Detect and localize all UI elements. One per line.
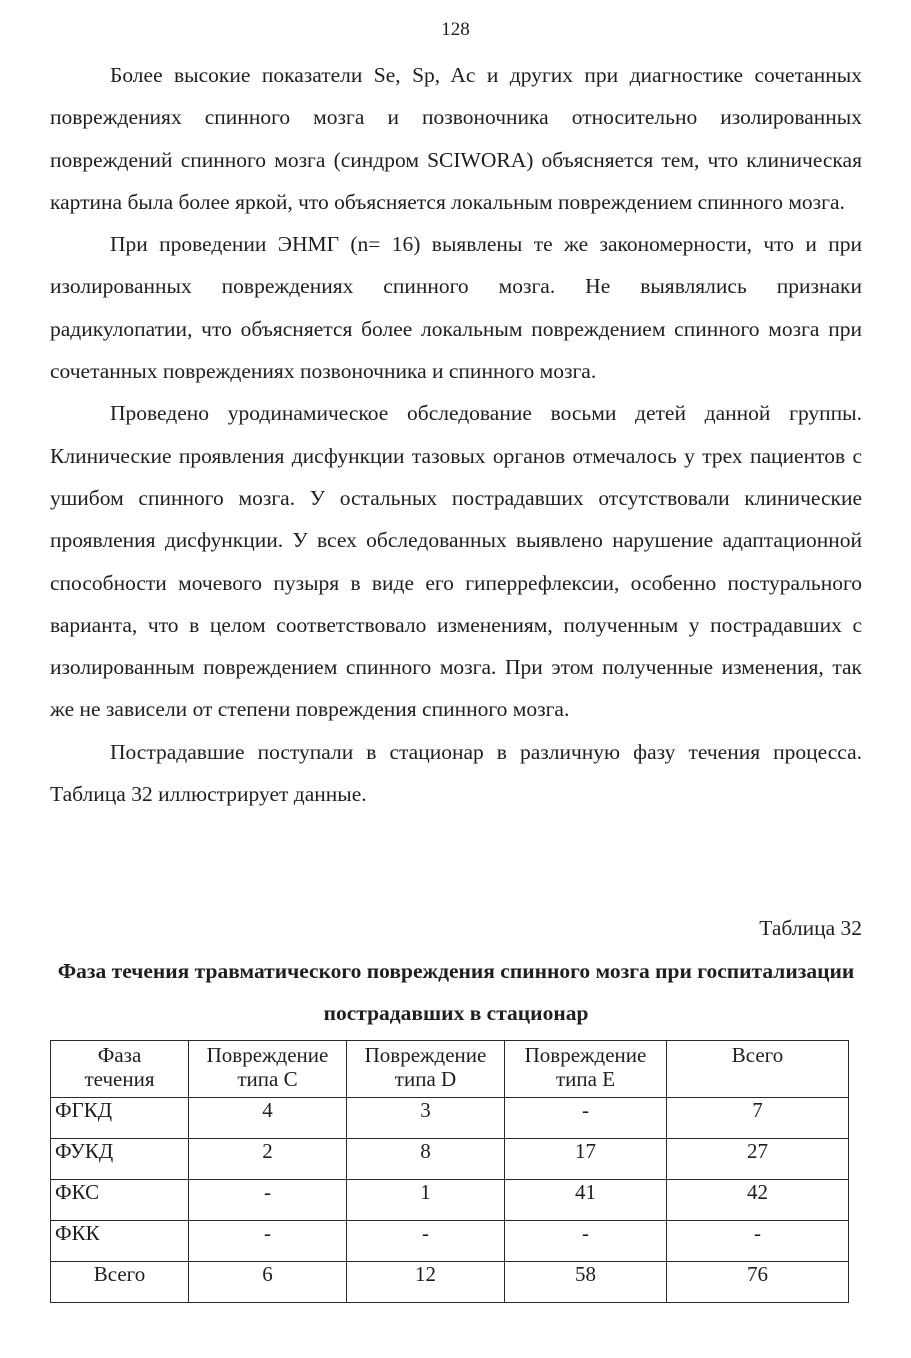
header-type-d <box>347 1041 505 1098</box>
table-title: Фаза течения травматического повреждения спинного мозга при госпитализации пострадавших в стационар <box>57 959 855 1025</box>
header-line: Фаза <box>97 1043 142 1067</box>
table-cell: 76 <box>667 1262 849 1303</box>
header-line: Всего <box>731 1043 784 1067</box>
table-row <box>51 1098 849 1139</box>
page-number: 128 <box>441 19 470 40</box>
table-cell: - <box>667 1221 849 1262</box>
table-cell: 17 <box>505 1139 667 1180</box>
paragraph: Пострадавшие поступали в стационар в различную фазу течения процесса. Таблица 32 иллюстрирует данные. <box>50 739 862 807</box>
header-line: типа C <box>237 1067 298 1091</box>
table-cell: 8 <box>347 1139 505 1180</box>
table-row <box>51 1180 849 1221</box>
row-label: Всего <box>51 1262 189 1303</box>
header-type-e <box>505 1041 667 1098</box>
table-cell: 7 <box>667 1098 849 1139</box>
data-table <box>50 1040 849 1303</box>
row-label: ФУКД <box>51 1139 189 1180</box>
table-cell: - <box>347 1221 505 1262</box>
table-cell: 2 <box>189 1139 347 1180</box>
table-cell: - <box>505 1221 667 1262</box>
header-line: течения <box>84 1067 155 1091</box>
header-line: Повреждение <box>206 1043 329 1067</box>
header-line: типа D <box>394 1067 457 1091</box>
paragraph: Проведено уродинамическое обследование восьми детей данной группы. Клинические проявления дисфункции тазовых органов отмечалось у трех пациентов с ушибом спинного мозга. У остальных пострадавших отсутствовали клинические проявления дисфункции. У всех обследованных выявлено нарушение адаптационной способности мочевого пузыря в виде его гиперрефлексии, особенно постурального варианта, что в целом соответствовало изменениям, полученным у пострадавших с изолированным повреждением спинного мозга. При этом полученные изменения, так же не зависели от степени повреждения спинного мозга. <box>50 401 862 722</box>
row-label: ФГКД <box>51 1098 189 1139</box>
table-row <box>51 1139 849 1180</box>
table-cell: - <box>189 1221 347 1262</box>
header-line: Повреждение <box>364 1043 487 1067</box>
table-cell: 12 <box>347 1262 505 1303</box>
table-cell: 6 <box>189 1262 347 1303</box>
table-caption: Таблица 32 <box>759 916 862 940</box>
table-header-row <box>51 1041 849 1098</box>
table-row <box>51 1221 849 1262</box>
table-cell: 3 <box>347 1098 505 1139</box>
table-total-row <box>51 1262 849 1303</box>
paragraph: Более высокие показатели Se, Sp, Ac и других при диагностике сочетанных повреждениях спинного мозга и позвоночника относительно изолированных повреждений спинного мозга (синдром SCIWORA) объясняется тем, что клиническая картина была более яркой, что объясняется локальным повреждением спинного мозга. <box>50 63 862 214</box>
table-cell: 1 <box>347 1180 505 1221</box>
table-cell: - <box>505 1098 667 1139</box>
header-line: типа E <box>555 1067 616 1091</box>
table-cell: 4 <box>189 1098 347 1139</box>
table-cell: 58 <box>505 1262 667 1303</box>
table-cell: 27 <box>667 1139 849 1180</box>
table-cell: 41 <box>505 1180 667 1221</box>
body-text <box>50 54 862 815</box>
header-type-c <box>189 1041 347 1098</box>
table-cell: - <box>189 1180 347 1221</box>
table-cell: 42 <box>667 1180 849 1221</box>
row-label: ФКС <box>51 1180 189 1221</box>
paragraph: При проведении ЭНМГ (n= 16) выявлены те же закономерности, что и при изолированных повреждениях спинного мозга. Не выявлялись признаки радикулопатии, что объясняется более локальным повреждением спинного мозга при сочетанных повреждениях позвоночника и спинного мозга. <box>50 232 862 384</box>
header-phase <box>51 1041 189 1098</box>
header-line: Повреждение <box>524 1043 647 1067</box>
row-label: ФКК <box>51 1221 189 1262</box>
header-total <box>667 1041 849 1098</box>
